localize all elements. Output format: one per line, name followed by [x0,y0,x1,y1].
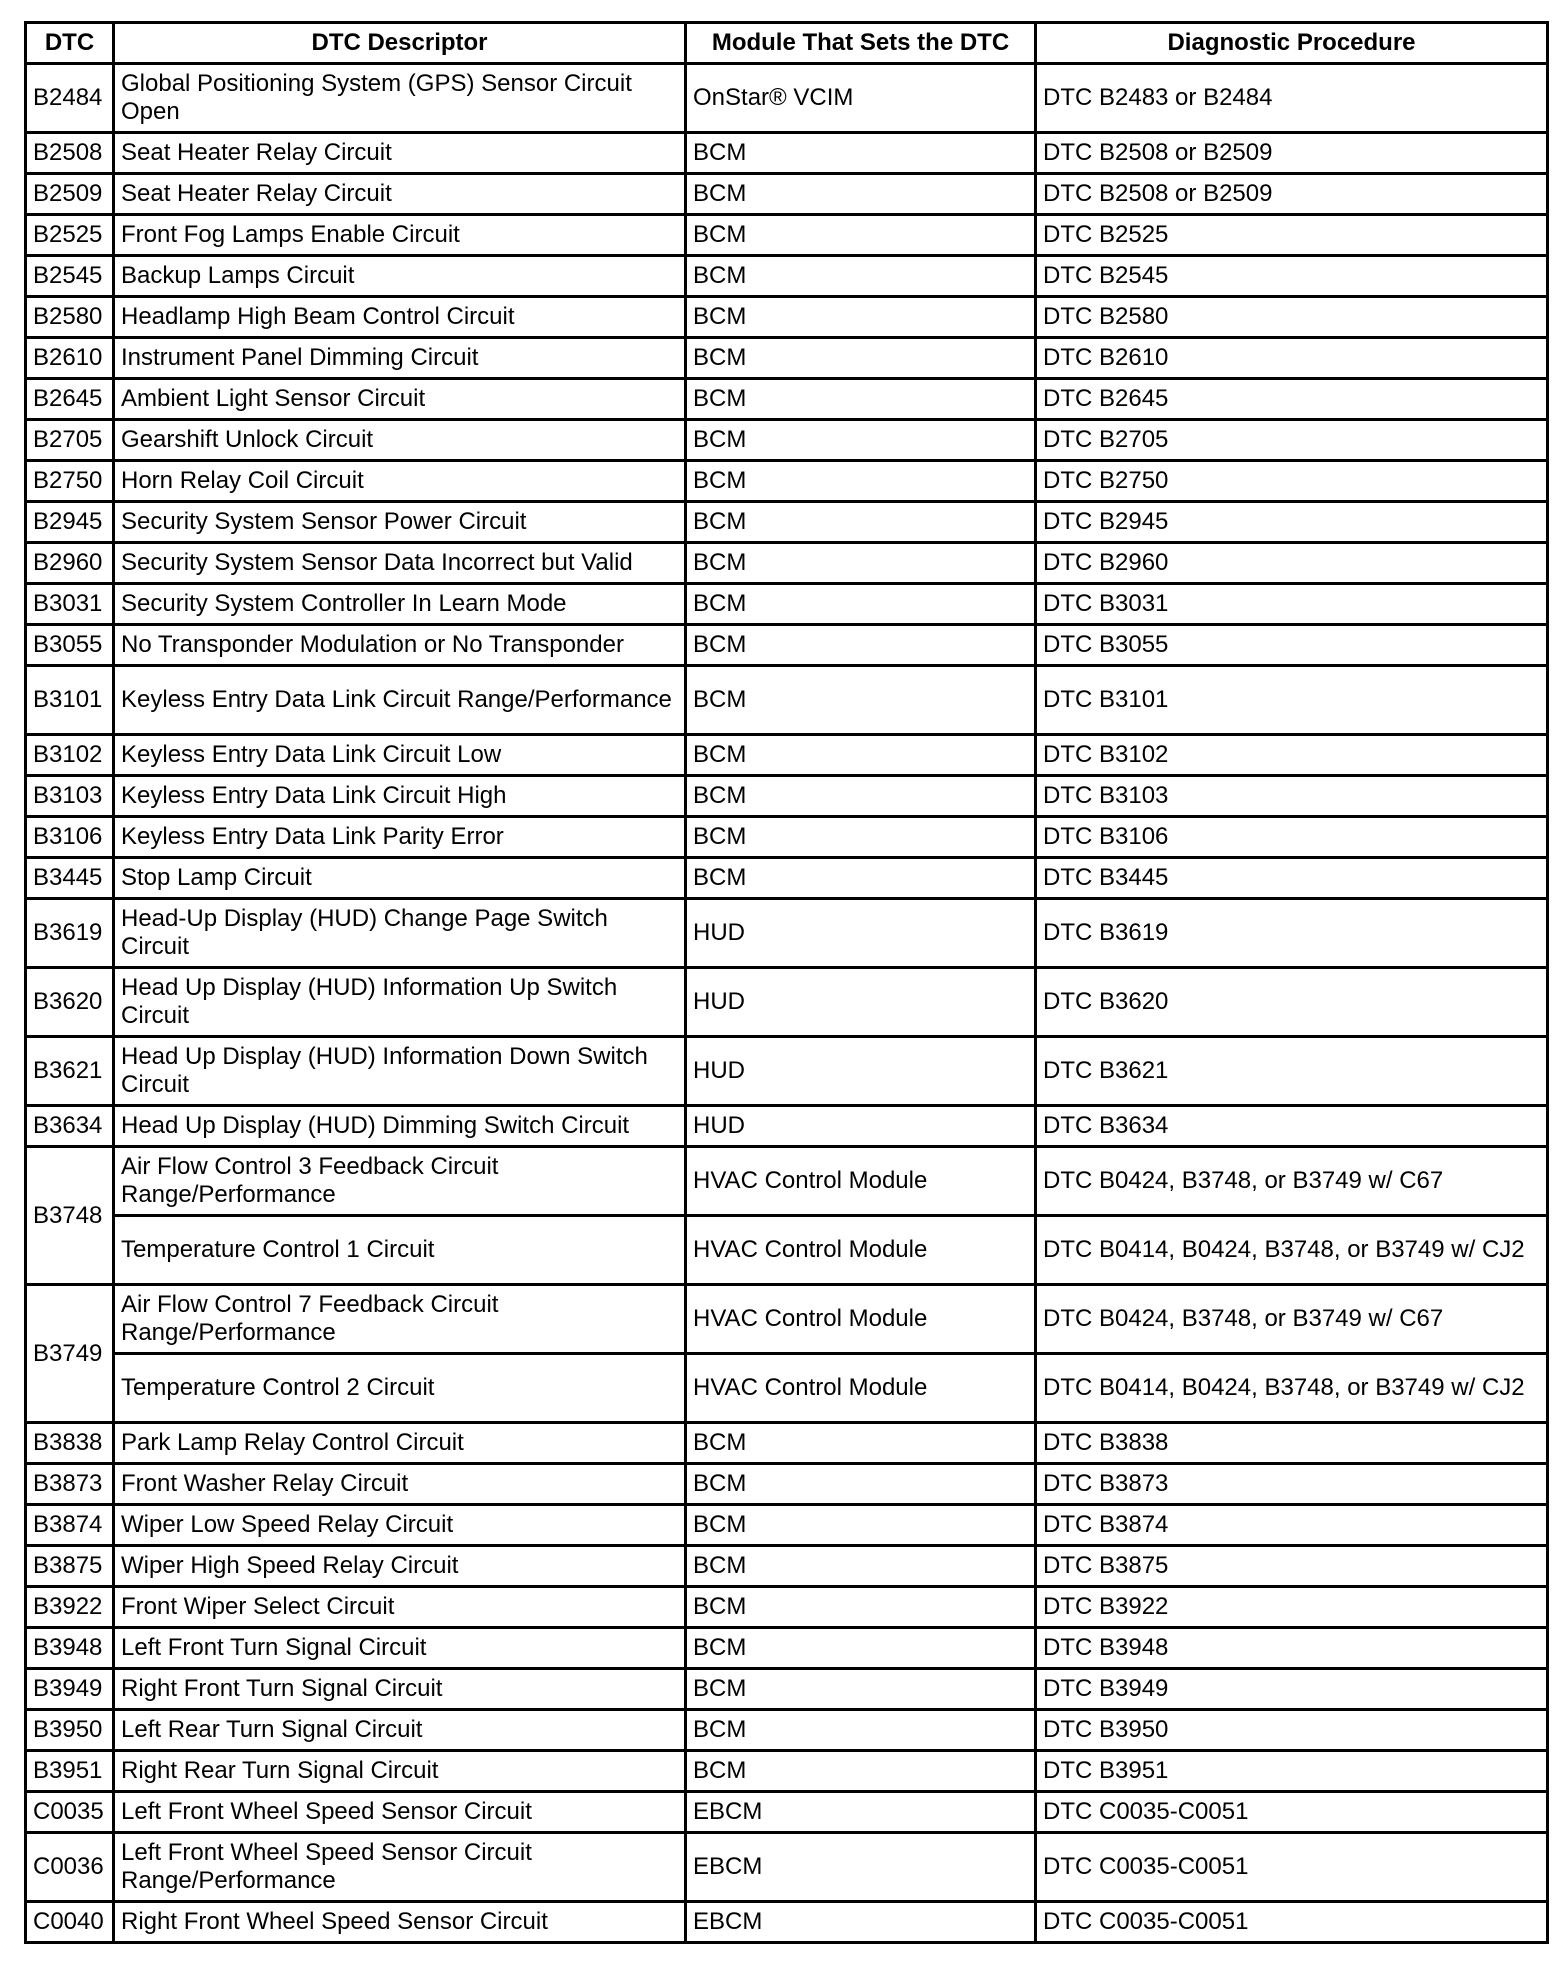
dtc-module: BCM [686,625,1036,666]
table-row [26,1037,1548,1106]
table-body [26,64,1548,1943]
dtc-module: BCM [686,1505,1036,1546]
dtc-code: B2508 [26,133,114,174]
dtc-code: B3873 [26,1464,114,1505]
dtc-module: BCM [686,256,1036,297]
table-row [26,1628,1548,1669]
dtc-procedure: DTC B0414, B0424, B3748, or B3749 w/ CJ2 [1036,1216,1548,1285]
dtc-descriptor: Front Wiper Select Circuit [114,1587,686,1628]
dtc-module: BCM [686,502,1036,543]
dtc-module: EBCM [686,1792,1036,1833]
table-row [26,1751,1548,1792]
table-row [26,64,1548,133]
dtc-descriptor: Wiper Low Speed Relay Circuit [114,1505,686,1546]
dtc-descriptor: Keyless Entry Data Link Circuit Range/Performance [114,666,686,735]
table-row [26,215,1548,256]
dtc-procedure: DTC B3101 [1036,666,1548,735]
dtc-descriptor: Keyless Entry Data Link Circuit Low [114,735,686,776]
dtc-procedure: DTC B3103 [1036,776,1548,817]
dtc-code: B3838 [26,1423,114,1464]
header-dtc: DTC [26,23,114,64]
dtc-descriptor: Security System Sensor Power Circuit [114,502,686,543]
table-row [26,1285,1548,1354]
dtc-procedure: DTC B3619 [1036,899,1548,968]
dtc-module: BCM [686,461,1036,502]
dtc-descriptor: Air Flow Control 3 Feedback Circuit Range/Performance [114,1147,686,1216]
dtc-code: B3948 [26,1628,114,1669]
dtc-descriptor: Headlamp High Beam Control Circuit [114,297,686,338]
dtc-code: C0040 [26,1902,114,1943]
dtc-descriptor: Left Rear Turn Signal Circuit [114,1710,686,1751]
dtc-descriptor: Right Rear Turn Signal Circuit [114,1751,686,1792]
dtc-descriptor: Wiper High Speed Relay Circuit [114,1546,686,1587]
dtc-procedure: DTC B3838 [1036,1423,1548,1464]
table-row [26,1505,1548,1546]
dtc-procedure: DTC B3948 [1036,1628,1548,1669]
dtc-code: B2484 [26,64,114,133]
dtc-procedure: DTC B3102 [1036,735,1548,776]
table-row [26,543,1548,584]
dtc-descriptor: Front Washer Relay Circuit [114,1464,686,1505]
dtc-module: BCM [686,1546,1036,1587]
dtc-procedure: DTC B3620 [1036,968,1548,1037]
dtc-descriptor: Security System Controller In Learn Mode [114,584,686,625]
table-row [26,735,1548,776]
dtc-descriptor: Right Front Wheel Speed Sensor Circuit [114,1902,686,1943]
dtc-module: BCM [686,735,1036,776]
dtc-module: BCM [686,1710,1036,1751]
table-row [26,1833,1548,1902]
table-row [26,502,1548,543]
dtc-procedure: DTC B0424, B3748, or B3749 w/ C67 [1036,1285,1548,1354]
dtc-module: EBCM [686,1902,1036,1943]
dtc-module: BCM [686,1669,1036,1710]
table-row [26,1354,1548,1423]
table-row [26,1710,1548,1751]
table-row [26,899,1548,968]
table-row [26,584,1548,625]
dtc-module: BCM [686,584,1036,625]
dtc-module: HVAC Control Module [686,1216,1036,1285]
dtc-procedure: DTC B2945 [1036,502,1548,543]
dtc-module: BCM [686,666,1036,735]
dtc-descriptor: Keyless Entry Data Link Parity Error [114,817,686,858]
dtc-procedure: DTC B2483 or B2484 [1036,64,1548,133]
dtc-descriptor: Head Up Display (HUD) Information Up Switch Circuit [114,968,686,1037]
dtc-descriptor: Air Flow Control 7 Feedback Circuit Range/Performance [114,1285,686,1354]
dtc-code: B3445 [26,858,114,899]
dtc-code: C0036 [26,1833,114,1902]
header-procedure: Diagnostic Procedure [1036,23,1548,64]
dtc-code: B3055 [26,625,114,666]
dtc-code: B3620 [26,968,114,1037]
dtc-code: B3951 [26,1751,114,1792]
table-row [26,1546,1548,1587]
dtc-module: HVAC Control Module [686,1285,1036,1354]
dtc-descriptor: Temperature Control 2 Circuit [114,1354,686,1423]
dtc-procedure: DTC B3873 [1036,1464,1548,1505]
dtc-module: HUD [686,1037,1036,1106]
table-row [26,461,1548,502]
dtc-descriptor: Park Lamp Relay Control Circuit [114,1423,686,1464]
dtc-procedure: DTC B2705 [1036,420,1548,461]
dtc-code: B3922 [26,1587,114,1628]
table-row [26,625,1548,666]
dtc-module: BCM [686,1464,1036,1505]
dtc-code: B2750 [26,461,114,502]
dtc-module: BCM [686,379,1036,420]
table-row [26,297,1548,338]
dtc-procedure: DTC B3106 [1036,817,1548,858]
dtc-code: B3749 [26,1285,114,1423]
dtc-module: BCM [686,776,1036,817]
dtc-module: HVAC Control Module [686,1354,1036,1423]
dtc-descriptor: Right Front Turn Signal Circuit [114,1669,686,1710]
dtc-procedure: DTC B3874 [1036,1505,1548,1546]
dtc-module: BCM [686,420,1036,461]
dtc-module: BCM [686,1587,1036,1628]
table-row [26,256,1548,297]
table-row [26,776,1548,817]
table-row [26,1147,1548,1216]
dtc-code: B3875 [26,1546,114,1587]
dtc-code: B3101 [26,666,114,735]
dtc-module: BCM [686,543,1036,584]
dtc-procedure: DTC B2960 [1036,543,1548,584]
dtc-code: B2525 [26,215,114,256]
table-row [26,379,1548,420]
table-row [26,858,1548,899]
dtc-descriptor: Backup Lamps Circuit [114,256,686,297]
dtc-module: BCM [686,1751,1036,1792]
table-row [26,133,1548,174]
dtc-module: BCM [686,215,1036,256]
dtc-code: B2960 [26,543,114,584]
dtc-procedure: DTC B2580 [1036,297,1548,338]
table-row [26,338,1548,379]
dtc-descriptor: Stop Lamp Circuit [114,858,686,899]
header-row [26,23,1548,64]
header-module: Module That Sets the DTC [686,23,1036,64]
dtc-module: BCM [686,817,1036,858]
dtc-code: B3102 [26,735,114,776]
dtc-code: B3949 [26,1669,114,1710]
table-row [26,1587,1548,1628]
dtc-descriptor: No Transponder Modulation or No Transponder [114,625,686,666]
dtc-procedure: DTC B2525 [1036,215,1548,256]
dtc-module: BCM [686,1628,1036,1669]
dtc-code: B3031 [26,584,114,625]
dtc-procedure: DTC B3634 [1036,1106,1548,1147]
dtc-descriptor: Left Front Wheel Speed Sensor Circuit [114,1792,686,1833]
dtc-module: BCM [686,133,1036,174]
dtc-module: HUD [686,968,1036,1037]
dtc-descriptor: Security System Sensor Data Incorrect but Valid [114,543,686,584]
dtc-code: B2509 [26,174,114,215]
dtc-procedure: DTC B3055 [1036,625,1548,666]
table-row [26,1106,1548,1147]
dtc-descriptor: Head Up Display (HUD) Dimming Switch Circuit [114,1106,686,1147]
dtc-procedure: DTC B0414, B0424, B3748, or B3749 w/ CJ2 [1036,1354,1548,1423]
dtc-module: OnStar® VCIM [686,64,1036,133]
dtc-descriptor: Seat Heater Relay Circuit [114,133,686,174]
dtc-table [24,21,1549,1944]
table-row [26,1464,1548,1505]
dtc-code: B2705 [26,420,114,461]
dtc-code: B2580 [26,297,114,338]
header-descriptor: DTC Descriptor [114,23,686,64]
dtc-code: B3634 [26,1106,114,1147]
dtc-procedure: DTC B3445 [1036,858,1548,899]
dtc-code: B3621 [26,1037,114,1106]
dtc-code: B3748 [26,1147,114,1285]
dtc-procedure: DTC B2750 [1036,461,1548,502]
dtc-code: B3950 [26,1710,114,1751]
table-row [26,1216,1548,1285]
dtc-descriptor: Instrument Panel Dimming Circuit [114,338,686,379]
dtc-procedure: DTC B3875 [1036,1546,1548,1587]
dtc-module: EBCM [686,1833,1036,1902]
dtc-procedure: DTC B2645 [1036,379,1548,420]
dtc-code: B2545 [26,256,114,297]
table-row [26,968,1548,1037]
dtc-code: B3103 [26,776,114,817]
dtc-code: B2645 [26,379,114,420]
dtc-procedure: DTC B3951 [1036,1751,1548,1792]
table-row [26,666,1548,735]
dtc-procedure: DTC B3950 [1036,1710,1548,1751]
dtc-procedure: DTC C0035-C0051 [1036,1833,1548,1902]
dtc-descriptor: Horn Relay Coil Circuit [114,461,686,502]
table-row [26,420,1548,461]
dtc-code: B2610 [26,338,114,379]
dtc-descriptor: Seat Heater Relay Circuit [114,174,686,215]
dtc-procedure: DTC B2545 [1036,256,1548,297]
dtc-procedure: DTC B2508 or B2509 [1036,133,1548,174]
table-row [26,1423,1548,1464]
dtc-code: B3619 [26,899,114,968]
dtc-procedure: DTC B2508 or B2509 [1036,174,1548,215]
dtc-module: BCM [686,1423,1036,1464]
dtc-procedure: DTC B3949 [1036,1669,1548,1710]
dtc-procedure: DTC C0035-C0051 [1036,1902,1548,1943]
table-row [26,174,1548,215]
dtc-descriptor: Left Front Turn Signal Circuit [114,1628,686,1669]
dtc-module: BCM [686,297,1036,338]
dtc-code: B3106 [26,817,114,858]
table-row [26,1902,1548,1943]
dtc-procedure: DTC B0424, B3748, or B3749 w/ C67 [1036,1147,1548,1216]
dtc-descriptor: Front Fog Lamps Enable Circuit [114,215,686,256]
dtc-procedure: DTC B3031 [1036,584,1548,625]
dtc-descriptor: Keyless Entry Data Link Circuit High [114,776,686,817]
table-row [26,817,1548,858]
dtc-procedure: DTC B2610 [1036,338,1548,379]
dtc-descriptor: Left Front Wheel Speed Sensor Circuit Range/Performance [114,1833,686,1902]
dtc-code: B2945 [26,502,114,543]
dtc-module: HUD [686,899,1036,968]
dtc-module: BCM [686,338,1036,379]
dtc-descriptor: Gearshift Unlock Circuit [114,420,686,461]
dtc-module: HVAC Control Module [686,1147,1036,1216]
dtc-module: BCM [686,174,1036,215]
dtc-procedure: DTC C0035-C0051 [1036,1792,1548,1833]
dtc-descriptor: Global Positioning System (GPS) Sensor Circuit Open [114,64,686,133]
table-row [26,1669,1548,1710]
dtc-descriptor: Ambient Light Sensor Circuit [114,379,686,420]
table-row [26,1792,1548,1833]
dtc-descriptor: Head-Up Display (HUD) Change Page Switch Circuit [114,899,686,968]
dtc-module: HUD [686,1106,1036,1147]
dtc-module: BCM [686,858,1036,899]
dtc-code: B3874 [26,1505,114,1546]
dtc-code: C0035 [26,1792,114,1833]
dtc-procedure: DTC B3621 [1036,1037,1548,1106]
dtc-procedure: DTC B3922 [1036,1587,1548,1628]
dtc-descriptor: Head Up Display (HUD) Information Down Switch Circuit [114,1037,686,1106]
dtc-descriptor: Temperature Control 1 Circuit [114,1216,686,1285]
